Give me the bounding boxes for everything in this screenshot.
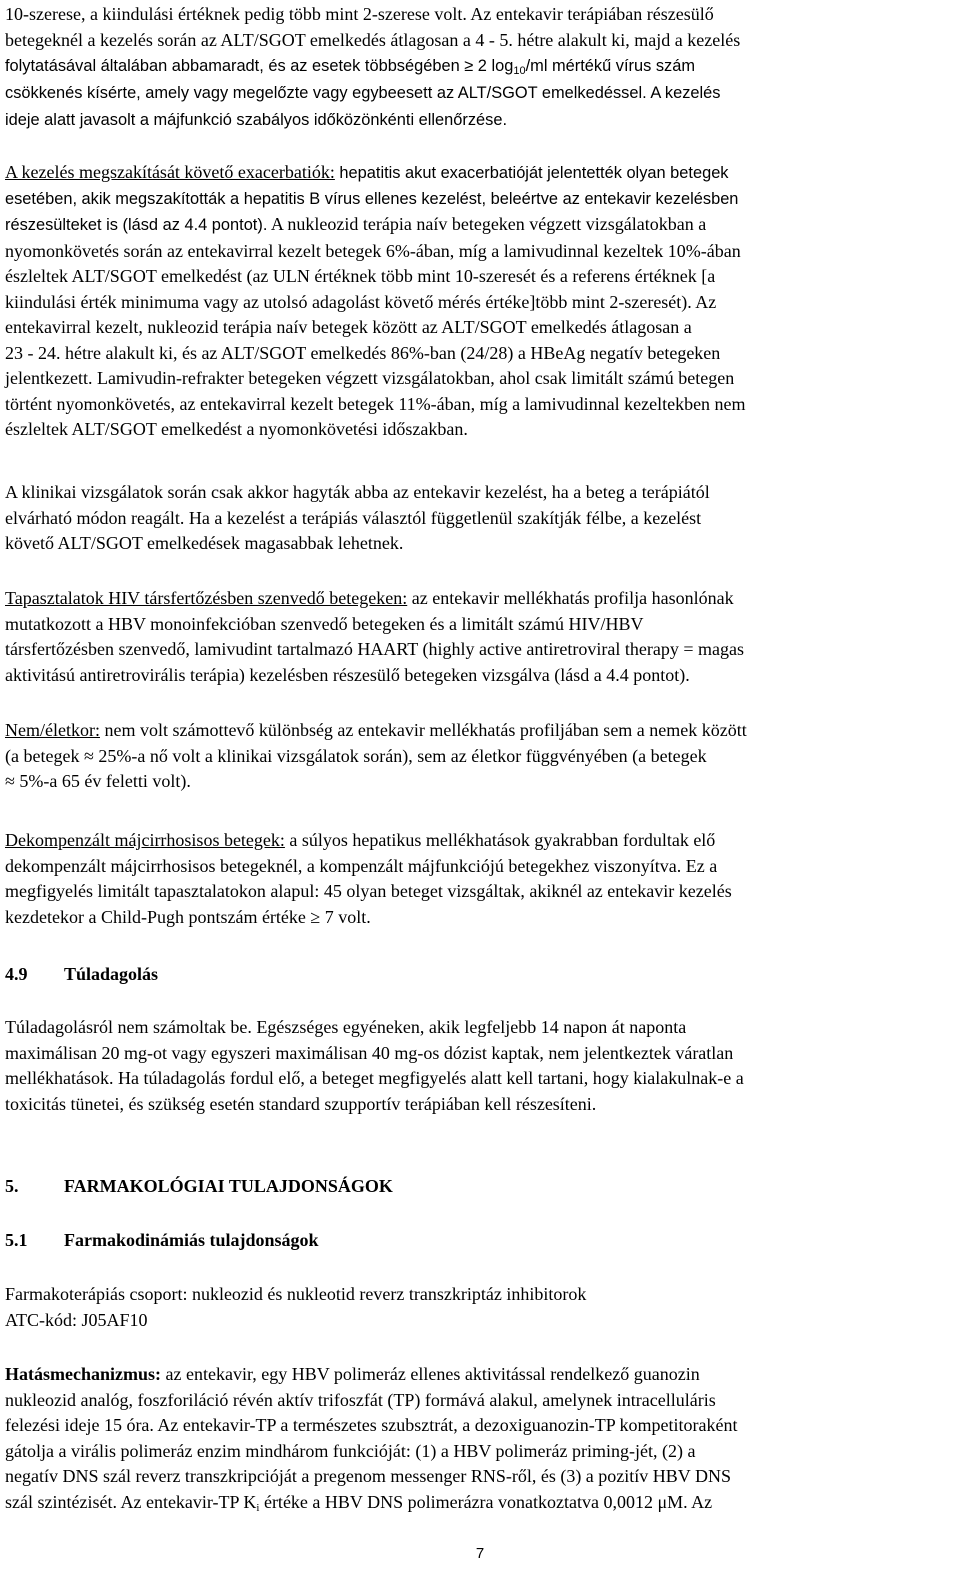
paragraph-decompensated-cirrhosis xyxy=(5,828,732,930)
text-line: negatív DNS szál reverz transzkripcióját a pregenom messenger RNS-ről, és (3) a pozitív HBV DNS xyxy=(5,1466,731,1486)
text-line: A klinikai vizsgálatok során csak akkor hagyták abba az entekavir kezelést, ha a beteg a terápiától xyxy=(5,482,710,502)
text-line: észleltek ALT/SGOT emelkedést a nyomonkövetési időszakban. xyxy=(5,419,468,439)
paragraph-mechanism xyxy=(5,1362,738,1515)
text-line: követő ALT/SGOT emelkedések magasabbak lehetnek. xyxy=(5,533,404,553)
text-line: kiindulási érték minimuma vagy az utolsó adagolást követő mérés értéke]több mint 2-szeresét). Az xyxy=(5,291,717,312)
paragraph-pharmacotherapeutic-group xyxy=(5,1282,586,1333)
text-line: kezdetekor a Child-Pugh pontszám értéke ≥ 7 volt. xyxy=(5,906,371,927)
section-heading-5 xyxy=(5,1174,393,1200)
text-line: elvárható módon reagált. Ha a kezelést a terápiás választól függetlenül szakítják félbe, a kezelést xyxy=(5,507,702,528)
paragraph-heading: Tapasztalatok HIV társfertőzésben szenvedő betegeken: xyxy=(5,588,408,608)
text-line: Tapasztalatok HIV társfertőzésben szenvedő betegeken: az entekavir mellékhatás profilja hasonlónak xyxy=(5,588,734,608)
section-number: 5.1 xyxy=(5,1230,28,1250)
text-line: entekavirral kezelt, nukleozid terápia naív betegek között az ALT/SGOT emelkedés átlagosan a xyxy=(5,317,692,337)
text-line: nukleozid analóg, foszforiláció révén aktív trifoszfát (TP) formává alakul, amelynek intracelluláris xyxy=(5,1389,716,1410)
text-line: esetében, akik megszakították a hepatitis B vírus ellenes kezelést, beleértve az entekavir kezelésben xyxy=(5,189,739,208)
text-line: csökkenés kísérte, amely vagy megelőzte vagy egybeesett az ALT/SGOT emelkedéssel. A kezelés xyxy=(5,84,721,102)
approx-symbol: ≈ xyxy=(5,771,15,791)
text-line: ideje alatt javasolt a májfunkció szabályos időközönkénti ellenőrzése. xyxy=(5,111,508,129)
text-line: részesülteket is (lásd az 4.4 pontot). A nukleozid terápia naív betegeken végzett vizsgálatokban a xyxy=(5,214,707,234)
section-title: Farmakodinámiás tulajdonságok xyxy=(64,1230,319,1250)
paragraph-alt-elevation xyxy=(5,2,740,134)
paragraph-heading: Nem/életkor: xyxy=(5,720,100,740)
text-line: A kezelés megszakítását követő exacerbatiók: hepatitis akut exacerbatióját jelentették olyan betegek xyxy=(5,162,729,182)
section-title: Túladagolás xyxy=(64,964,159,984)
approx-symbol: ≈ xyxy=(83,745,94,766)
text-line: 23 - 24. hétre alakult ki, és az ALT/SGOT emelkedés 86%-ban (24/28) a HBeAg negatív betegeken xyxy=(5,342,721,363)
text-line: társfertőzésben szenvedő, lamivudint tartalmazó HAART (highly active antiretroviral therapy = magas xyxy=(5,639,744,659)
text-line: 10-szerese, a kiindulási értéknek pedig több mint 2-szerese volt. Az entekavir terápiában részesülő xyxy=(5,4,714,24)
greater-equal-symbol: ≥ xyxy=(310,906,321,927)
paragraph-heading: Hatásmechanizmus: xyxy=(5,1364,161,1384)
text-line: (a betegek ≈ 25%-a nő volt a klinikai vizsgálatok során), sem az életkor függvényében (a betegek xyxy=(5,745,707,766)
text-line: Farmakoterápiás csoport: nukleozid és nukleotid reverz transzkriptáz inhibitorok xyxy=(5,1284,587,1304)
text-line: nyomonkövetés során az entekavirral kezelt betegek 6%-ában, míg a lamivudinnal kezeltek 10%-ában xyxy=(5,240,741,261)
text-line: dekompenzált májcirrhosisos betegeknél, a kompenzált májfunkciójú betegekhez viszonyítva. Ez a xyxy=(5,855,718,876)
section-number: 5. xyxy=(5,1176,19,1196)
text-line: mellékhatások. Ha túladagolás fordul elő, a beteget megfigyelés alatt kell tartani, hogy kialakulnak-e a xyxy=(5,1068,744,1088)
text-line: toxicitás tünetei, és szükség esetén standard szupportív terápiában kell részesíteni. xyxy=(5,1093,597,1114)
section-heading-4-9 xyxy=(5,962,158,988)
section-number: 4.9 xyxy=(5,964,28,984)
text-line: ATC-kód: J05AF10 xyxy=(5,1309,148,1330)
text-line: ≈ 5%-a 65 év feletti volt). xyxy=(5,771,191,791)
text-line: szál szintézisét. Az entekavir-TP $K_i$ értéke a HBV DNS polimerázra vonatkoztatva 0,0012 μM. Az xyxy=(5,1491,713,1514)
section-heading-5-1 xyxy=(5,1228,319,1254)
text-line: Túladagolásról nem számoltak be. Egészséges egyéneken, akik legfeljebb 14 napon át naponta xyxy=(5,1017,687,1037)
paragraph-clinical-trials xyxy=(5,480,710,557)
paragraph-heading: Dekompenzált májcirrhosisos betegek: xyxy=(5,830,285,850)
paragraph-hiv-coinfection xyxy=(5,586,744,688)
text-line: maximálisan 20 mg-ot vagy egyszeri maximálisan 40 mg-os dózist kaptak, nem jelentkeztek váratlan xyxy=(5,1042,734,1063)
text-line: felezési ideje 15 óra. Az entekavir-TP a természetes szubsztrát, a dezoxiguanozin-TP kompetitoraként xyxy=(5,1415,738,1435)
text-line: jelentkezett. Lamivudin-refrakter betegeken végzett vizsgálatokban, ahol csak limitált számú betegen xyxy=(5,368,735,388)
paragraph-exacerbations xyxy=(5,160,746,443)
text-line: betegeknél a kezelés során az ALT/SGOT emelkedés átlagosan a 4 - 5. hétre alakult ki, majd a kezelés xyxy=(5,29,741,50)
text-line: gátolja a virális polimeráz enzim mindhárom funkcióját: (1) a HBV polimeráz priming-jét, (2) a xyxy=(5,1440,696,1461)
text-line: folytatásával általában abbamaradt, és az esetek többségében ≥ 2 $\log_{10}/ml$ mértékű vírus szám xyxy=(5,57,696,77)
text-line: Dekompenzált májcirrhosisos betegek: a súlyos hepatikus mellékhatások gyakrabban fordultak elő xyxy=(5,830,716,850)
paragraph-heading: A kezelés megszakítását követő exacerbatiók: xyxy=(5,162,335,182)
text-line: történt nyomonkövetés, az entekavirral kezelt betegek 11%-ában, míg a lamivudinnal kezeltekben nem xyxy=(5,393,746,414)
text-line: Nem/életkor: nem volt számottevő különbség az entekavir mellékhatás profiljában sem a nemek között xyxy=(5,720,747,740)
section-title: FARMAKOLÓGIAI TULAJDONSÁGOK xyxy=(64,1176,393,1196)
text-line: észleltek ALT/SGOT emelkedést (az ULN értéknek több mint 10-szeresét és a referens értéknek [a xyxy=(5,266,716,286)
greater-equal-symbol: ≥ xyxy=(464,57,474,75)
text-line: aktivitású antiretrovirális terápia) kezelésben részesülő betegeken vizsgálva (lásd a 4.4 pontot). xyxy=(5,664,690,685)
text-line: megfigyelés limitált tapasztalatokon alapul: 45 olyan beteget vizsgáltak, akiknél az entekavir kezelés xyxy=(5,881,732,901)
text-line: mutatkozott a HBV monoinfekcióban szenvedő betegeken és a limitált számú HIV/HBV xyxy=(5,613,644,634)
paragraph-gender-age xyxy=(5,718,747,795)
page-number: 7 xyxy=(475,1545,485,1562)
text-line: Hatásmechanizmus: az entekavir, egy HBV polimeráz ellenes aktivitással rendelkező guanozin xyxy=(5,1364,700,1384)
paragraph-overdose xyxy=(5,1015,744,1117)
